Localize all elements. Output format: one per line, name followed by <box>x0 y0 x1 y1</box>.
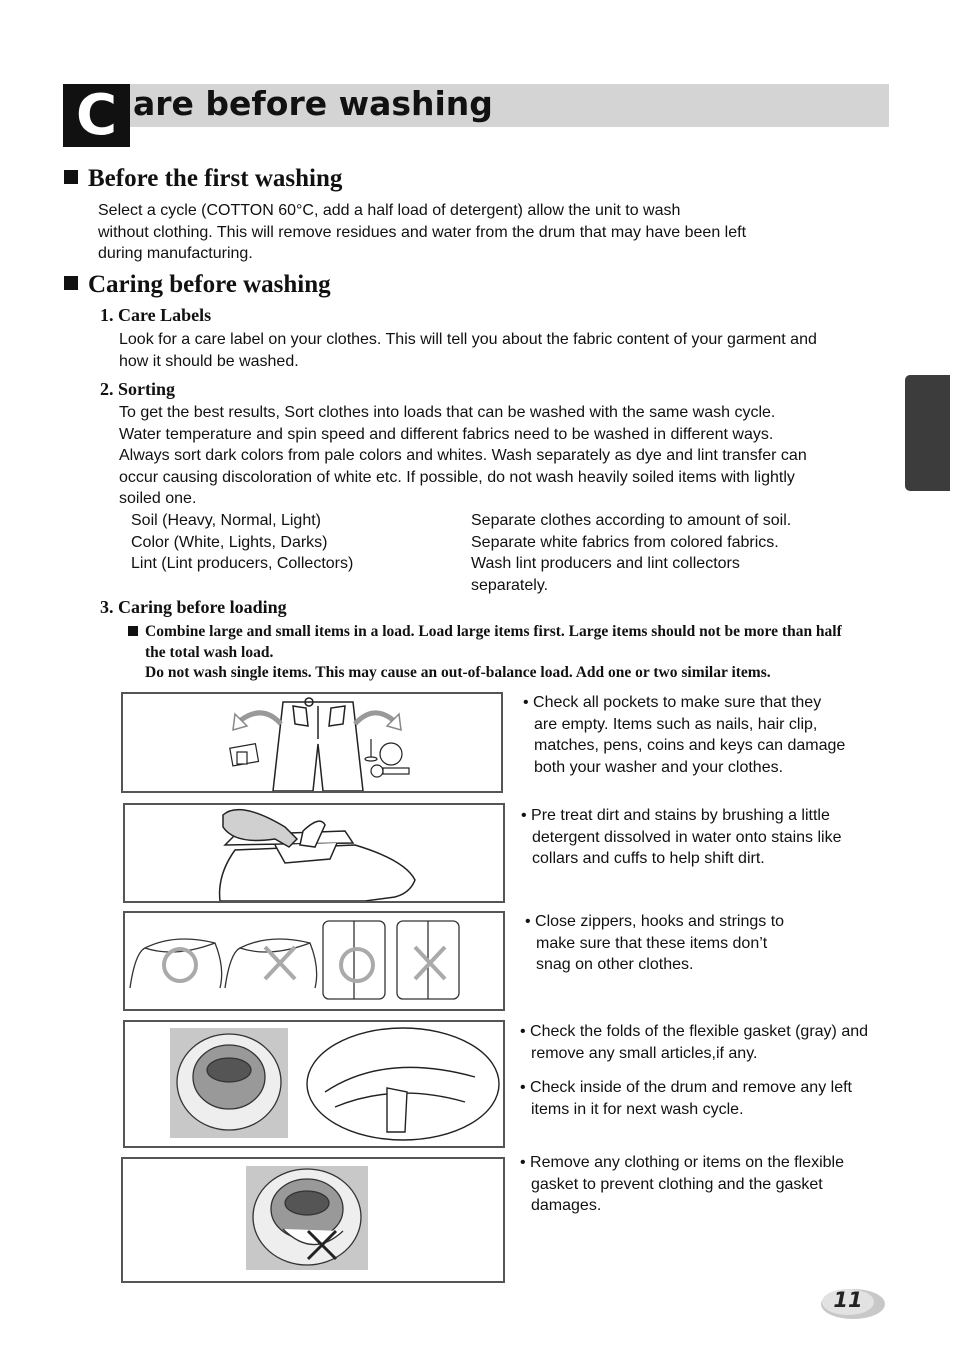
sorting-table-left-column <box>131 510 461 575</box>
loading-note <box>128 622 888 684</box>
bullet-line: gasket to prevent clothing and the gasket <box>531 1175 823 1193</box>
section-heading-first-washing <box>64 165 342 193</box>
bullet-line: both your washer and your clothes. <box>534 758 784 776</box>
square-bullet-icon <box>128 626 138 636</box>
sorting-instruction: Separate white fabrics from colored fabrics. <box>471 533 779 551</box>
bullet-line: • Check the folds of the flexible gasket (gray) and <box>520 1023 869 1040</box>
gasket-illustration-panel <box>123 1020 505 1148</box>
bullet-line: are empty. Items such as nails, hair clip, <box>534 715 818 733</box>
text-line: without clothing. This will remove residues and water from the drum that may have been left <box>98 223 747 241</box>
bullet-line: • Close zippers, hooks and strings to <box>525 913 785 930</box>
page-title: are before washing <box>133 84 493 123</box>
bullet-line: damages. <box>531 1197 602 1214</box>
section-heading-caring <box>64 271 331 299</box>
remove-clothing-illustration-panel <box>121 1157 505 1283</box>
bullet-pockets <box>523 692 903 778</box>
sorting-table-right-column <box>471 510 891 596</box>
pants-pocket-illustration <box>123 694 501 791</box>
bullet-line: • Check inside of the drum and remove any left <box>520 1079 852 1096</box>
care-labels-text <box>119 329 899 372</box>
bullet-zippers <box>525 911 905 976</box>
bullet-line: items in it for next wash cycle. <box>531 1100 744 1118</box>
text-line: Always sort dark colors from pale colors and whites. Wash separately as dye and lint transfer can <box>119 447 807 464</box>
bullet-line: • Remove any clothing or items on the flexible <box>520 1154 844 1171</box>
text-line: To get the best results, Sort clothes into loads that can be washed with the same wash cycle. <box>119 404 776 421</box>
loading-heading: 3. Caring before loading <box>100 597 287 617</box>
sorting-instruction: separately. <box>471 576 549 594</box>
bullet-line: • Check all pockets to make sure that they <box>523 694 822 711</box>
bullet-line: collars and cuffs to help shift dirt. <box>532 850 765 867</box>
bullet-line: detergent dissolved in water onto stains like <box>532 828 842 846</box>
bullet-remove-clothing <box>520 1152 920 1217</box>
text-line: during manufacturing. <box>98 245 253 262</box>
side-tab <box>905 375 950 491</box>
drum-gasket-illustration <box>125 1022 503 1146</box>
text-line: Select a cycle (COTTON 60°C, add a half load of detergent) allow the unit to wash <box>98 202 681 219</box>
note-text: Combine large and small items in a load. Load large items first. Large items should not be more than half <box>145 623 842 640</box>
bullet-line: • Pre treat dirt and stains by brushing a little <box>521 807 830 824</box>
bullet-line: make sure that these items don’t <box>536 934 768 952</box>
bullet-line: remove any small articles,if any. <box>531 1044 758 1062</box>
bullet-stains <box>521 805 911 870</box>
page-number: 11 <box>833 1288 863 1312</box>
note-line: the total wash load. <box>145 643 274 661</box>
pockets-illustration-panel <box>121 692 503 793</box>
text-line: how it should be washed. <box>119 352 299 370</box>
note-line <box>128 622 888 643</box>
stains-illustration-panel <box>123 803 505 903</box>
sorting-instruction: Wash lint producers and lint collectors <box>471 555 740 572</box>
bullet-gasket <box>520 1021 920 1064</box>
section-heading-text: Caring before washing <box>88 271 331 298</box>
bullet-drum <box>520 1077 920 1120</box>
sorting-text <box>119 402 899 510</box>
sorting-instruction: Separate clothes according to amount of soil. <box>471 512 792 529</box>
bullet-line: snag on other clothes. <box>536 956 694 973</box>
square-bullet-icon <box>64 170 78 184</box>
detergent-bottle-illustration <box>125 805 503 901</box>
bullet-line: matches, pens, coins and keys can damage <box>534 737 846 754</box>
sorting-criterion: Color (White, Lights, Darks) <box>131 533 328 551</box>
title-initial-box: C <box>63 84 130 147</box>
text-line: Look for a care label on your clothes. This will tell you about the fabric content of your garment and <box>119 331 817 348</box>
zippers-shirts-illustration <box>125 913 503 1009</box>
sorting-criterion: Soil (Heavy, Normal, Light) <box>131 512 321 529</box>
text-line: occur causing discoloration of white etc. If possible, do not wash heavily soiled items with lightly <box>119 468 795 486</box>
text-line: soiled one. <box>119 490 197 507</box>
first-washing-text <box>98 200 878 265</box>
zippers-illustration-panel <box>123 911 505 1011</box>
drum-clothing-illustration <box>123 1159 503 1281</box>
section-heading-text: Before the first washing <box>88 165 343 192</box>
care-labels-heading: 1. Care Labels <box>100 305 212 325</box>
text-line: Water temperature and spin speed and different fabrics need to be washed in different ways. <box>119 425 774 443</box>
sorting-criterion: Lint (Lint producers, Collectors) <box>131 555 354 572</box>
sorting-heading: 2. Sorting <box>100 379 176 399</box>
square-bullet-icon <box>64 276 78 290</box>
note-line: Do not wash single items. This may cause an out-of-balance load. Add one or two similar items. <box>145 664 771 681</box>
